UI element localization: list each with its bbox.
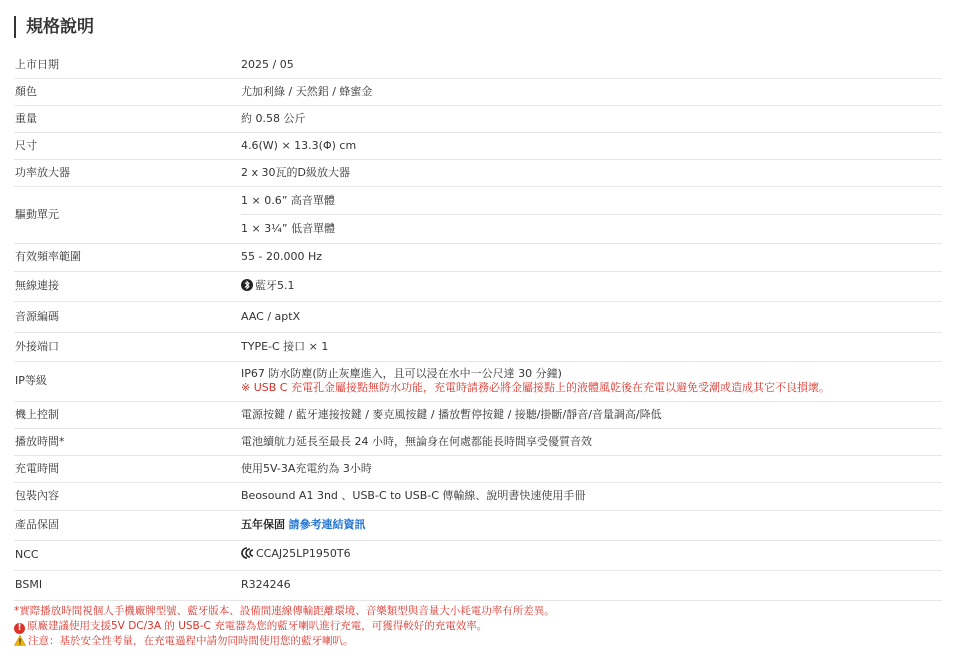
row-label: 播放時間*	[14, 428, 241, 455]
footnotes	[14, 604, 944, 651]
ncc-mark-icon	[241, 547, 255, 563]
ip-rating-text: IP67 防水防塵(防止灰塵進入，且可以浸在水中一公尺達 30 分鐘)	[241, 367, 562, 380]
row-value	[241, 540, 942, 570]
section-title: 規格說明	[14, 16, 94, 38]
spec-table	[14, 52, 942, 601]
row-label: 有效頻率範圍	[14, 243, 241, 271]
row-label: 顏色	[14, 78, 241, 105]
row-value: 55 - 20.000 Hz	[241, 243, 942, 271]
table-row	[14, 401, 942, 428]
row-label: 無線連接	[14, 271, 241, 301]
footnote-charger	[14, 619, 944, 634]
table-row	[14, 428, 942, 455]
row-value: 2025 / 05	[241, 52, 942, 78]
row-label: 重量	[14, 105, 241, 132]
row-label: 驅動單元	[14, 186, 241, 243]
warning-triangle-icon	[14, 635, 26, 651]
table-row	[14, 105, 942, 132]
warranty-text: 五年保固	[241, 518, 285, 531]
footnote-charger-text: 原廠建議使用支援5V DC/3A 的 USB-C 充電器為您的藍牙喇叭進行充電，可獲得較好的充電效率。	[27, 620, 488, 632]
table-row	[14, 570, 942, 600]
table-row	[14, 52, 942, 78]
footnote-safety	[14, 634, 944, 651]
table-row	[14, 361, 942, 401]
row-value: 電池續航力延長至最長 24 小時，無論身在何處都能長時間享受優質音效	[241, 428, 942, 455]
table-row	[14, 78, 942, 105]
row-value: 尤加利綠 / 天然鋁 / 蜂蜜金	[241, 78, 942, 105]
row-label: NCC	[14, 540, 241, 570]
table-row	[14, 301, 942, 332]
footnote-playtime: *實際播放時間視個人手機廠牌型號、藍牙版本、設備間連線傳輸距離環境、音樂類型與音量大小耗電功率有所差異。	[14, 605, 555, 617]
woofer-spec: 1 × 3¼” 低音單體	[241, 221, 336, 235]
bluetooth-icon	[241, 279, 253, 291]
table-row	[14, 132, 942, 159]
row-value: 使用5V-3A充電約為 3小時	[241, 455, 942, 482]
row-label: 產品保固	[14, 510, 241, 540]
table-row	[14, 271, 942, 301]
row-value	[241, 271, 942, 301]
row-value: TYPE-C 接口 × 1	[241, 332, 942, 361]
row-value: R324246	[241, 570, 942, 600]
table-row	[14, 482, 942, 510]
row-value: AAC / aptX	[241, 301, 942, 332]
table-row	[14, 332, 942, 361]
row-value: 約 0.58 公斤	[241, 105, 942, 132]
table-row	[14, 186, 942, 243]
row-label: IP等級	[14, 361, 241, 401]
row-value: 2 x 30瓦的D級放大器	[241, 159, 942, 186]
row-value: 電源按鍵 / 藍牙連接按鍵 / 麥克風按鍵 / 播放暫停按鍵 / 接聽/掛斷/靜音/音量調高/降低	[241, 401, 942, 428]
row-value: Beosound A1 3nd 、USB-C to USB-C 傳輸線、說明書快速使用手冊	[241, 482, 942, 510]
row-label: 充電時間	[14, 455, 241, 482]
table-row	[14, 159, 942, 186]
ncc-code: CCAJ25LP1950T6	[256, 547, 351, 560]
tweeter-spec: 1 × 0.6” 高音單體	[241, 187, 942, 215]
row-label: BSMI	[14, 570, 241, 600]
table-row	[14, 455, 942, 482]
row-value	[241, 510, 942, 540]
bluetooth-version: 藍牙5.1	[255, 279, 295, 292]
ip-warning-text: ※ USB C 充電孔金屬接點無防水功能，充電時請務必將金屬接點上的液體風乾後在充電以避免受潮或造成其它不良損壞。	[241, 381, 830, 394]
footnote-safety-text: 注意：基於安全性考量，在充電過程中請勿同時間使用您的藍牙喇叭。	[28, 635, 354, 647]
row-value	[241, 361, 942, 401]
row-label: 外接端口	[14, 332, 241, 361]
table-row	[14, 540, 942, 570]
table-row	[14, 243, 942, 271]
row-value: 4.6(W) × 13.3(Φ) cm	[241, 132, 942, 159]
row-label: 機上控制	[14, 401, 241, 428]
row-label: 包裝內容	[14, 482, 241, 510]
row-label: 上市日期	[14, 52, 241, 78]
warranty-link[interactable]: 請參考連結資訊	[288, 518, 366, 531]
exclamation-circle-icon: !	[14, 623, 25, 634]
row-label: 音源編碼	[14, 301, 241, 332]
row-label: 尺寸	[14, 132, 241, 159]
table-row	[14, 510, 942, 540]
row-label: 功率放大器	[14, 159, 241, 186]
row-value	[241, 186, 942, 243]
